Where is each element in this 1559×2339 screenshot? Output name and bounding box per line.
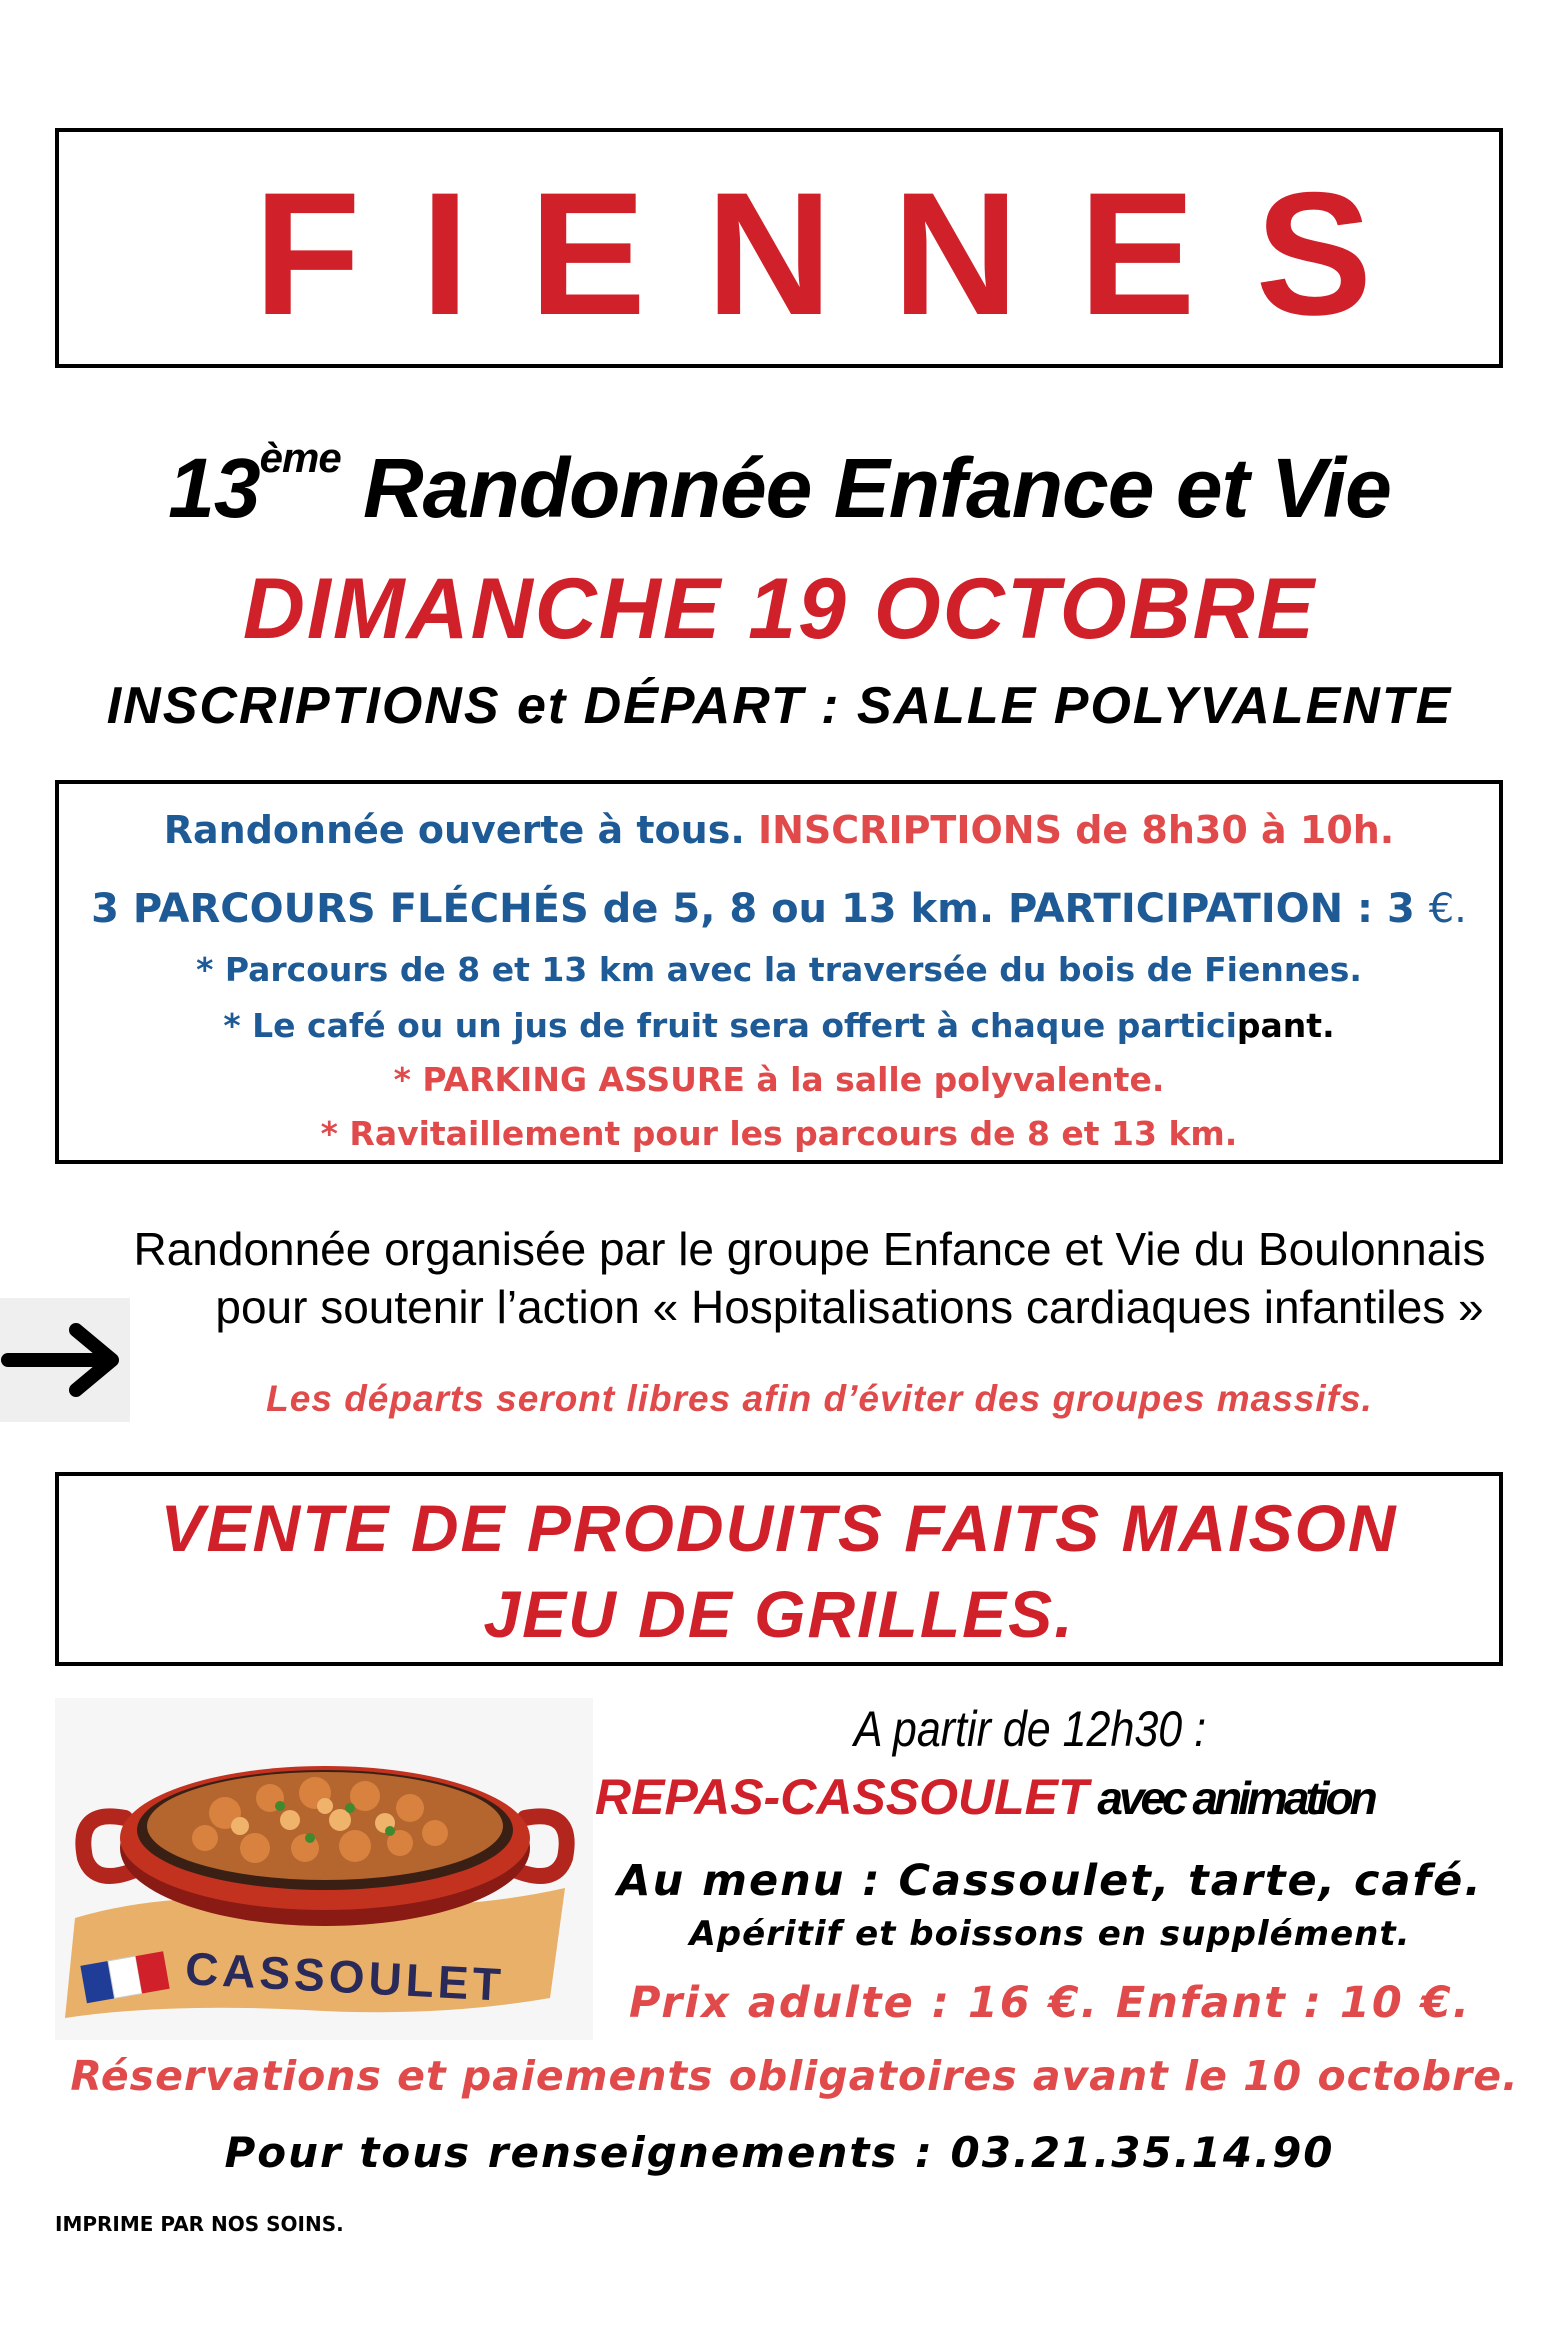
cassoulet-label: CASSOULET	[183, 1942, 506, 2011]
vente-line-2: JEU DE GRILLES.	[483, 1577, 1075, 1651]
event-title	[0, 434, 1559, 537]
event-name: Randonnée Enfance et Vie	[340, 441, 1391, 535]
event-number: 13	[168, 441, 260, 535]
open-to-all-text: Randonnée ouverte à tous.	[163, 808, 758, 852]
info-line-cafe	[59, 1006, 1499, 1045]
reservation-note: Réservations et paiements obligatoires avant le 10 octobre.	[70, 2052, 1519, 2100]
event-date: DIMANCHE 19 OCTOBRE	[242, 561, 1317, 657]
inscriptions-hours-text: INSCRIPTIONS de 8h30 à 10h.	[757, 808, 1395, 852]
footer-imprime: IMPRIME PAR NOS SOINS.	[55, 2212, 344, 2236]
info-line-open	[59, 808, 1499, 852]
info-line-parking: * PARKING ASSURE à la salle polyvalente.	[393, 1060, 1165, 1099]
info-box	[55, 780, 1503, 1164]
departs-note: Les départs seront libres afin d’éviter des groupes massifs.	[266, 1378, 1373, 1419]
organisation-line-1: Randonnée organisée par le groupe Enfance et Vie du Boulonnais	[133, 1223, 1486, 1275]
currency-text: €.	[1428, 886, 1467, 932]
repas-title-line	[595, 1768, 1465, 1826]
info-line-bois: * Parcours de 8 et 13 km avec la traversée du bois de Fiennes.	[196, 950, 1362, 989]
vente-box	[55, 1472, 1503, 1666]
cafe-text-part2: pant.	[1236, 1006, 1335, 1045]
cafe-text-part1: * Le café ou un jus de fruit sera offert à chaque partici	[223, 1006, 1237, 1045]
parcours-text: 3 PARCOURS FLÉCHÉS de 5, 8 ou 13 km. PARTICIPATION : 3	[91, 886, 1429, 932]
contact-line: Pour tous renseignements : 03.21.35.14.90	[224, 2128, 1335, 2177]
organisation-line-2: pour soutenir l’action « Hospitalisations cardiaques infantiles »	[215, 1281, 1484, 1333]
title-box	[55, 128, 1503, 368]
info-line-ravitaillement: * Ravitaillement pour les parcours de 8 et 13 km.	[320, 1114, 1238, 1153]
repas-time: A partir de 12h30 :	[853, 1701, 1207, 1757]
info-line-parcours	[59, 886, 1499, 932]
repas-extras: Apéritif et boissons en supplément.	[689, 1914, 1411, 1954]
town-title: FIENNES	[253, 157, 1433, 352]
vente-line-1: VENTE DE PRODUITS FAITS MAISON	[160, 1491, 1398, 1565]
event-ordinal: ème	[259, 434, 341, 481]
inscriptions-depart: INSCRIPTIONS et DÉPART : SALLE POLYVALENTE	[106, 677, 1453, 735]
repas-menu: Au menu : Cassoulet, tarte, café.	[617, 1856, 1483, 1906]
repas-title: REPAS-CASSOULET	[595, 1769, 1089, 1825]
repas-animation: avec animation	[1088, 1772, 1374, 1824]
repas-prices: Prix adulte : 16 €. Enfant : 10 €.	[629, 1978, 1471, 2028]
cassoulet-image	[55, 1698, 593, 2040]
